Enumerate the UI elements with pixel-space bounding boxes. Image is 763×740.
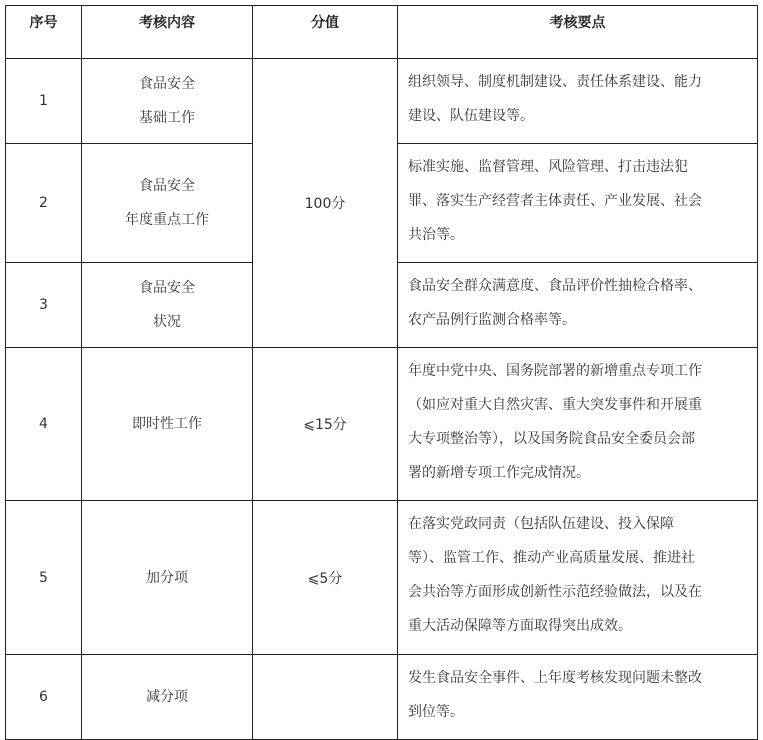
points-line: 农产品例行监测合格率等。 (408, 312, 576, 328)
header-row (6, 6, 758, 59)
points-line: 署的新增专项工作完成情况。 (408, 465, 590, 481)
points-line: 在落实党政同责（包括队伍建设、投入保障 (408, 516, 674, 532)
table-row (6, 655, 758, 740)
row-content (82, 59, 253, 144)
row-content (82, 263, 253, 348)
points-line: 罪、落实生产经营者主体责任、产业发展、社会 (408, 193, 702, 209)
points-line: 标准实施、监督管理、风险管理、打击违法犯 (408, 159, 688, 175)
table-row (6, 348, 758, 501)
content-line: 减分项 (146, 689, 188, 705)
row-no: 2 (6, 144, 82, 263)
content-line: 食品安全 (139, 280, 195, 296)
row-score: ⩽5分 (253, 501, 398, 655)
points-line: 大专项整治等），以及国务院食品安全委员会部 (408, 431, 695, 447)
content-line: 食品安全 (139, 76, 195, 92)
row-points (398, 144, 758, 263)
header-no: 序号 (6, 6, 82, 59)
points-line: 会共治等方面形成创新性示范经验做法，以及在 (408, 584, 702, 600)
points-line: 发生食品安全事件、上年度考核发现问题未整改 (408, 670, 702, 686)
row-content (82, 501, 253, 655)
points-line: 到位等。 (408, 704, 464, 720)
content-line: 状况 (153, 314, 181, 330)
row-no: 1 (6, 59, 82, 144)
content-line: 加分项 (146, 569, 188, 586)
row-points (398, 263, 758, 348)
header-points: 考核要点 (398, 6, 758, 59)
points-line: 年度中党中央、国务院部署的新增重点专项工作 (408, 363, 702, 379)
row-no: 4 (6, 348, 82, 501)
row-points (398, 59, 758, 144)
row-no: 5 (6, 501, 82, 655)
row-points (398, 501, 758, 655)
row-score (253, 655, 398, 740)
content-line: 即时性工作 (132, 416, 202, 432)
row-score: ⩽15分 (253, 348, 398, 501)
row-content (82, 655, 253, 740)
points-line: （如应对重大自然灾害、重大突发事件和开展重 (408, 397, 702, 413)
row-no: 3 (6, 263, 82, 348)
row-points (398, 348, 758, 501)
table-row (6, 501, 758, 655)
row-score-merged: 100分 (253, 59, 398, 348)
row-points (398, 655, 758, 740)
points-line: 食品安全群众满意度、食品评价性抽检合格率、 (408, 278, 702, 294)
content-line: 食品安全 (139, 178, 195, 194)
points-line: 重大活动保障等方面取得突出成效。 (408, 618, 632, 634)
assessment-table (5, 5, 758, 740)
row-no: 6 (6, 655, 82, 740)
points-line: 建设、队伍建设等。 (408, 108, 534, 124)
row-content (82, 348, 253, 501)
content-line: 基础工作 (139, 110, 195, 126)
points-line: 等）、监管工作、推动产业高质量发展、推进社 (408, 550, 695, 566)
points-line: 共治等。 (408, 227, 464, 243)
content-line: 年度重点工作 (125, 212, 209, 228)
points-line: 组织领导、制度机制建设、责任体系建设、能力 (408, 74, 702, 90)
row-content (82, 144, 253, 263)
header-content: 考核内容 (82, 6, 253, 59)
header-score: 分值 (253, 6, 398, 59)
table-row (6, 59, 758, 144)
